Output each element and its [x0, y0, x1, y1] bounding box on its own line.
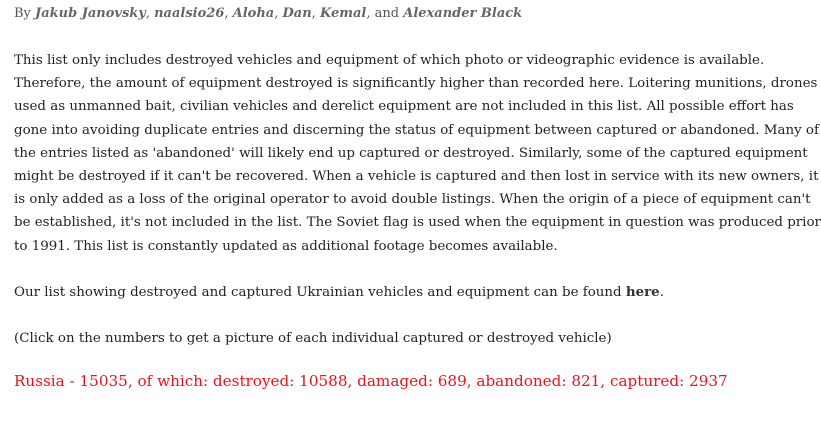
author-name: Alexander Black: [403, 6, 523, 21]
author-name: Dan: [282, 6, 312, 21]
intro-line: gone into avoiding duplicate entries and discerning the status of equipment between captured or abandoned. Many of: [14, 122, 819, 138]
byline-separator: ,: [224, 6, 229, 21]
byline-separator: ,: [366, 6, 371, 21]
byline-separator: ,: [274, 6, 279, 21]
russia-loss-summary: Russia - 15035, of which: destroyed: 10588, damaged: 689, abandoned: 821, captured: 2937: [14, 372, 728, 390]
author-name: Jakub Janovsky: [35, 6, 146, 21]
ukraine-list-text: Our list showing destroyed and captured Ukrainian vehicles and equipment can be found: [14, 285, 626, 300]
author-name: Aloha: [232, 6, 275, 21]
intro-line: This list only includes destroyed vehicles and equipment of which photo or videographic evidence is available.: [14, 53, 765, 68]
intro-line: Therefore, the amount of equipment destroyed is significantly higher than recorded here. Loitering munitions, drones: [14, 76, 818, 92]
ukraine-list-paragraph: [14, 281, 726, 304]
intro-line: be established, it's not included in the list. The Soviet flag is used when the equipment in question was produced prior: [14, 215, 821, 231]
author-name: naalsio26: [154, 6, 225, 21]
byline-separator: ,: [145, 6, 150, 21]
intro-line: might be destroyed if it can't be recovered. When a vehicle is captured and then lost in service with its new owners, it: [14, 169, 819, 185]
intro-line: the entries listed as 'abandoned' will likely end up captured or destroyed. Similarly, some of the captured equipment: [14, 145, 808, 161]
byline-separator: ,: [311, 6, 316, 21]
ukraine-list-link[interactable]: here: [625, 284, 660, 300]
intro-line: used as unmanned bait, civilian vehicles and derelict equipment are not included in this list. All possible effort has: [14, 99, 794, 115]
author-name: Kemal: [319, 6, 367, 21]
click-note: (Click on the numbers to get a picture of each individual captured or destroyed vehicle): [14, 331, 612, 346]
intro-line: is only added as a loss of the original operator to avoid double listings. When the origin of a piece of equipment can't: [14, 192, 811, 208]
intro-paragraph: [14, 49, 821, 258]
byline-prefix: By: [14, 6, 31, 21]
ukraine-list-period: .: [659, 285, 664, 300]
intro-line: to 1991. This list is constantly updated as additional footage becomes available.: [14, 238, 558, 254]
byline: [14, 6, 522, 21]
byline-conjunction: and: [374, 6, 400, 21]
